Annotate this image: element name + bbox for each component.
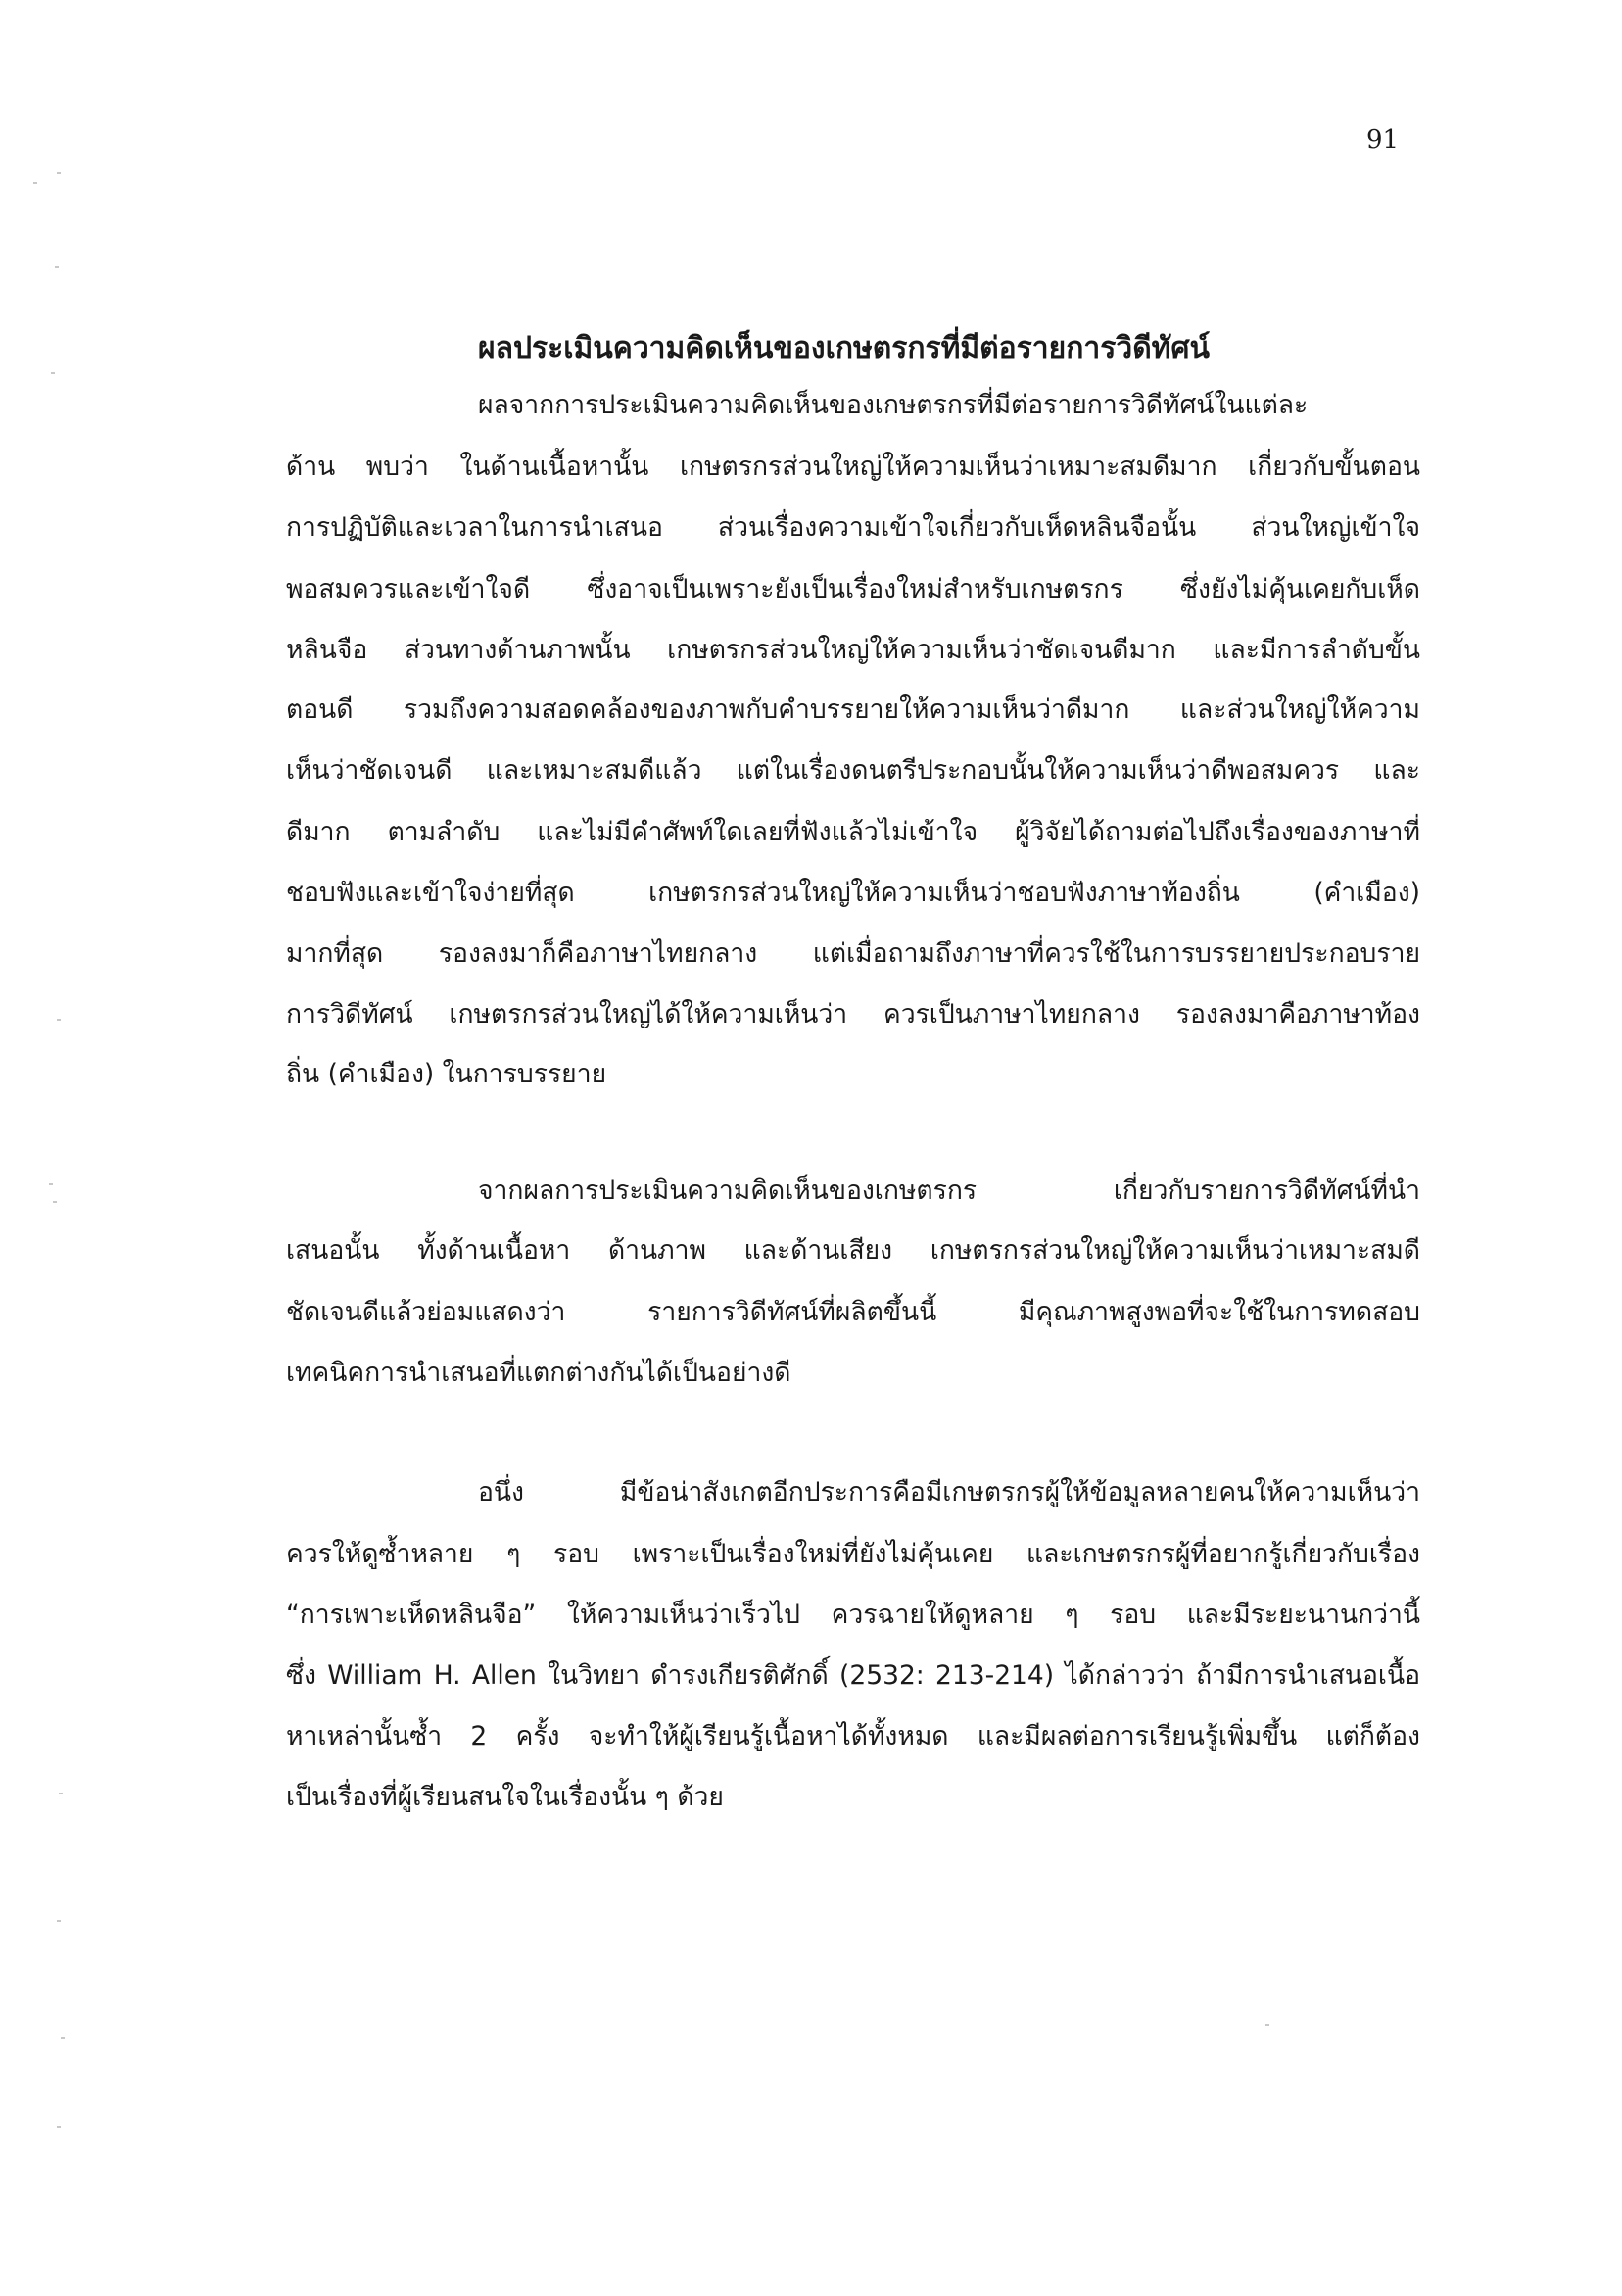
- scan-speck: [33, 182, 37, 184]
- scan-speck: [53, 1201, 57, 1203]
- paragraph-line: มากที่สุด รองลงมาก็คือภาษาไทยกลาง แต่เมื่อถามถึงภาษาที่ควรใช้ในการบรรยายประกอบราย: [286, 938, 1420, 969]
- scan-speck: [57, 1019, 61, 1021]
- scan-speck: [57, 172, 61, 174]
- paragraph-line: ดีมาก ตามลำดับ และไม่มีคำศัพท์ใดเลยที่ฟังแล้วไม่เข้าใจ ผู้วิจัยได้ถามต่อไปถึงเรื่องของภาษาที่: [286, 817, 1420, 847]
- scan-speck: [55, 266, 59, 268]
- paragraph-line: ผลจากการประเมินความคิดเห็นของเกษตรกรที่มีต่อรายการวิดีทัศน์ในแต่ละ: [478, 390, 1309, 420]
- scan-speck: [61, 2037, 65, 2039]
- paragraph-line: ซึ่ง William H. Allen ในวิทยา ดำรงเกียรติศักดิ์ (2532: 213-214) ได้กล่าวว่า ถ้ามีการนำเสนอเนื้อ: [286, 1660, 1420, 1691]
- paragraph-line: เสนอนั้น ทั้งด้านเนื้อหา ด้านภาพ และด้านเสียง เกษตรกรส่วนใหญ่ให้ความเห็นว่าเหมาะสมดี: [286, 1235, 1420, 1266]
- page-number: 91: [1366, 125, 1400, 155]
- section-heading: ผลประเมินความคิดเห็นของเกษตรกรที่มีต่อรายการวิดีทัศน์: [478, 331, 1210, 365]
- paragraph-line: หลินจือ ส่วนทางด้านภาพนั้น เกษตรกรส่วนใหญ่ให้ความเห็นว่าชัดเจนดีมาก และมีการลำดับขั้น: [286, 635, 1420, 665]
- scan-speck: [57, 1920, 61, 1922]
- paragraph-line: ชัดเจนดีแล้วย่อมแสดงว่า รายการวิดีทัศน์ที่ผลิตขึ้นนี้ มีคุณภาพสูงพอที่จะใช้ในการทดสอบ: [286, 1297, 1420, 1327]
- paragraph-line: ถิ่น (คำเมือง) ในการบรรยาย: [286, 1059, 607, 1089]
- paragraph-line: ควรให้ดูซ้ำหลาย ๆ รอบ เพราะเป็นเรื่องใหม่ที่ยังไม่คุ้นเคย และเกษตรกรผู้ที่อยากรู้เกี่ยวกับเรื่อง: [286, 1539, 1420, 1569]
- paragraph-line: หาเหล่านั้นซ้ำ 2 ครั้ง จะทำให้ผู้เรียนรู้เนื้อหาได้ทั้งหมด และมีผลต่อการเรียนรู้เพิ่มขึ้น แต่ก็ต้อง: [286, 1721, 1420, 1751]
- scan-speck: [1265, 2024, 1269, 2026]
- paragraph-line: การปฏิบัติและเวลาในการนำเสนอ ส่วนเรื่องความเข้าใจเกี่ยวกับเห็ดหลินจือนั้น ส่วนใหญ่เข้าใจ: [286, 512, 1420, 543]
- paragraph-line: ตอนดี รวมถึงความสอดคล้องของภาพกับคำบรรยายให้ความเห็นว่าดีมาก และส่วนใหญ่ให้ความ: [286, 694, 1420, 725]
- paragraph-line: พอสมควรและเข้าใจดี ซึ่งอาจเป็นเพราะยังเป็นเรื่องใหม่สำหรับเกษตรกร ซึ่งยังไม่คุ้นเคยกับเห็ด: [286, 574, 1420, 604]
- paragraph-line: “การเพาะเห็ดหลินจือ” ให้ความเห็นว่าเร็วไป ควรฉายให้ดูหลาย ๆ รอบ และมีระยะนานกว่านี้: [286, 1600, 1420, 1630]
- paragraph-line: ด้าน พบว่า ในด้านเนื้อหานั้น เกษตรกรส่วนใหญ่ให้ความเห็นว่าเหมาะสมดีมาก เกี่ยวกับขั้นตอน: [286, 452, 1420, 482]
- scan-speck: [51, 372, 55, 374]
- paragraph-line: เทคนิคการนำเสนอที่แตกต่างกันได้เป็นอย่างดี: [286, 1358, 791, 1388]
- scan-speck: [59, 1793, 63, 1794]
- scan-speck: [49, 1183, 53, 1185]
- scan-speck: [57, 2126, 61, 2128]
- paragraph-line: การวิดีทัศน์ เกษตรกรส่วนใหญ่ได้ให้ความเห็นว่า ควรเป็นภาษาไทยกลาง รองลงมาคือภาษาท้อง: [286, 999, 1420, 1029]
- paragraph-line: เห็นว่าชัดเจนดี และเหมาะสมดีแล้ว แต่ในเรื่องดนตรีประกอบนั้นให้ความเห็นว่าดีพอสมควร และ: [286, 755, 1420, 786]
- paragraph-line: เป็นเรื่องที่ผู้เรียนสนใจในเรื่องนั้น ๆ ด้วย: [286, 1782, 724, 1812]
- paragraph-line: อนึ่ง มีข้อน่าสังเกตอีกประการคือมีเกษตรกรผู้ให้ข้อมูลหลายคนให้ความเห็นว่า: [478, 1477, 1420, 1507]
- paragraph-line: จากผลการประเมินความคิดเห็นของเกษตรกร เกี่ยวกับรายการวิดีทัศน์ที่นำ: [478, 1175, 1420, 1206]
- paragraph-line: ชอบฟังและเข้าใจง่ายที่สุด เกษตรกรส่วนใหญ่ให้ความเห็นว่าชอบฟังภาษาท้องถิ่น (คำเมือง): [286, 878, 1420, 908]
